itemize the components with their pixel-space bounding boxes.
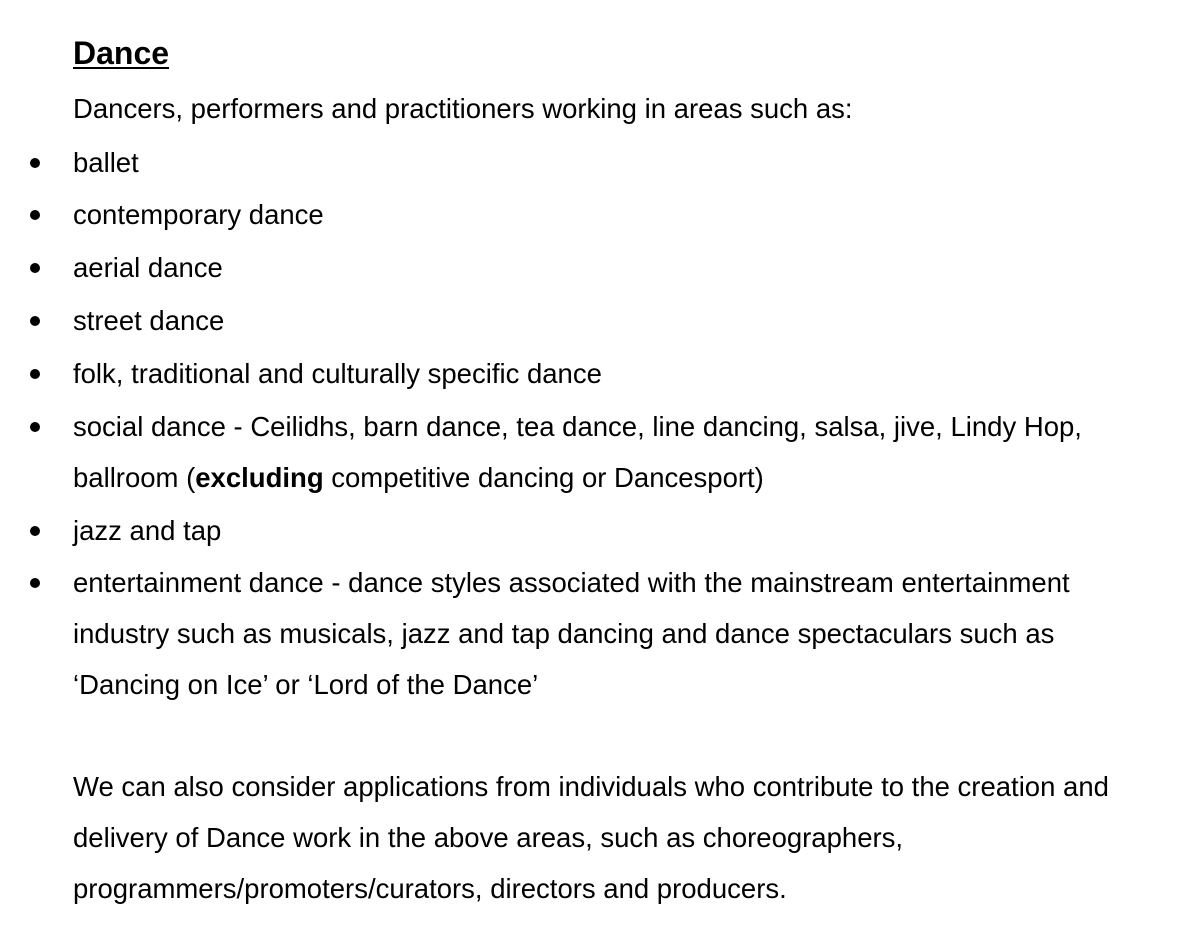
bullet-icon — [30, 158, 40, 168]
list-item-text: contemporary dance — [73, 199, 324, 230]
section-heading: Dance — [73, 35, 170, 71]
list-item-text: ballet — [73, 147, 139, 178]
bullet-icon — [30, 316, 40, 326]
list-item-text: jazz and tap — [73, 515, 222, 546]
list-item-text: folk, traditional and culturally specific dance — [73, 358, 602, 389]
excluding-emphasis: excluding — [195, 462, 324, 493]
list-item-text-part: social dance - Ceilidhs, barn dance, tea dance, line dancing, salsa, jive, Lindy Hop, ballroom ( — [73, 411, 1082, 493]
bullet-icon — [30, 578, 40, 588]
intro-paragraph: Dancers, performers and practitioners working in areas such as: — [73, 93, 853, 124]
list-item-text: aerial dance — [73, 252, 223, 283]
bullet-icon — [30, 369, 40, 379]
bullet-icon — [30, 263, 40, 273]
list-item-text — [73, 401, 1168, 503]
list-item-text-part: competitive dancing or Dancesport) — [323, 462, 764, 493]
bullet-icon — [30, 210, 40, 220]
list-item-text: street dance — [73, 305, 225, 336]
bullet-icon — [30, 422, 40, 432]
closing-paragraph: We can also consider applications from individuals who contribute to the creation and delivery of Dance work in the above areas, such as choreographers, programmers/promoters/curators, directors and producers. — [73, 771, 1109, 904]
bullet-icon — [30, 526, 40, 536]
list-item-text: entertainment dance - dance styles associated with the mainstream entertainment industry such as musicals, jazz and tap dancing and dance spectaculars such as ‘Dancing on Ice’ or ‘Lord of the Dance’ — [73, 567, 1070, 700]
